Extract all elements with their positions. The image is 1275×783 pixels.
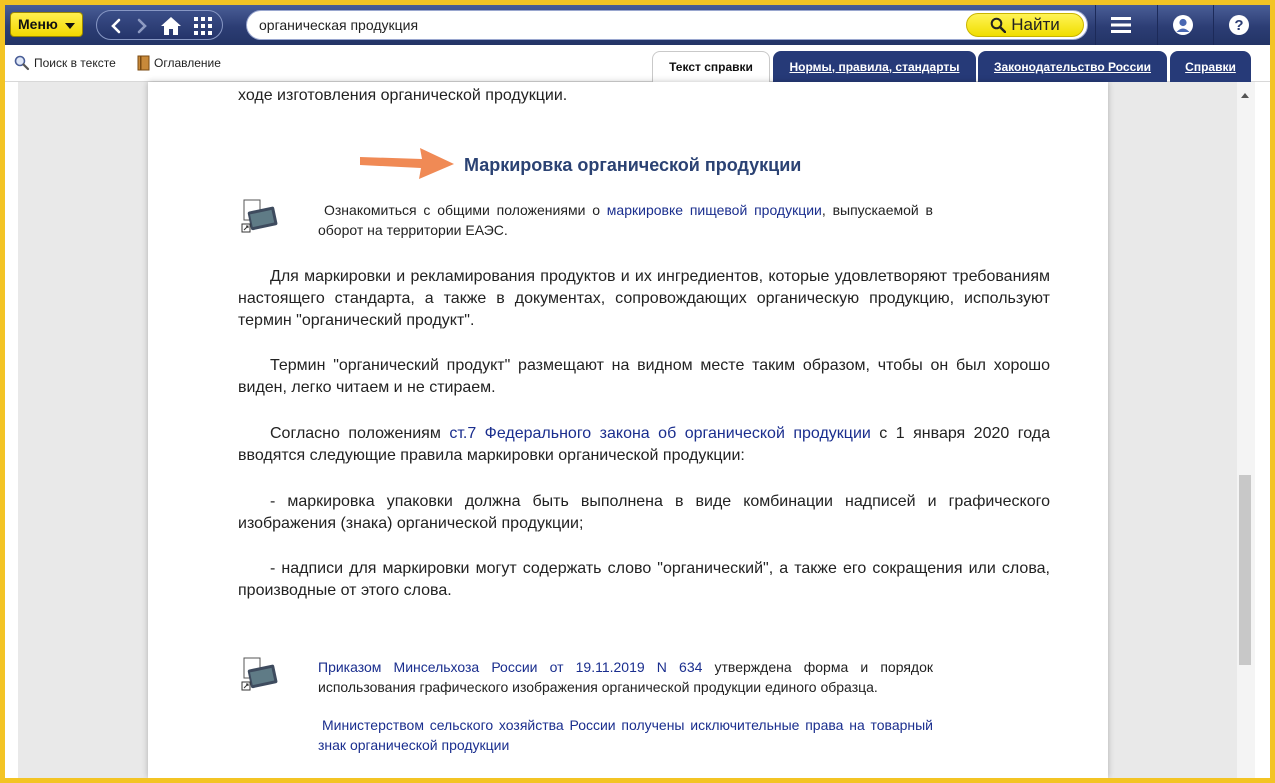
section-heading: Маркировка органической продукции [464, 155, 802, 175]
find-button[interactable] [966, 13, 1084, 37]
help-icon [1228, 14, 1250, 36]
search-input[interactable] [259, 15, 959, 35]
paragraph-labeling-term: Для маркировки и рекламирования продуктов и их ингредиентов, которые удовлетворяют требованиям настоящего стандарта, а также в документах, сопровождающих органическую продукцию, используют термин "органический продукт". [238, 268, 1050, 329]
search-in-text-label: Поиск в тексте [34, 56, 116, 70]
tab-label: Законодательство России [993, 59, 1152, 74]
back-button[interactable] [103, 13, 129, 38]
scroll-up-icon[interactable] [1241, 93, 1249, 98]
search-icon [990, 17, 1006, 33]
grid-icon [194, 17, 212, 35]
note-text: Ознакомиться с общими положениями о [324, 202, 607, 218]
chevron-left-icon [109, 18, 123, 34]
document-icon[interactable] [241, 199, 279, 235]
hamburger-icon [1111, 16, 1131, 34]
link-trademark-rights[interactable]: Министерством сельского хозяйства России получены исключительные права на товарный знак органической продукции [318, 717, 933, 753]
tab-references[interactable] [1170, 51, 1251, 82]
document-icon[interactable] [241, 657, 279, 693]
tab-label: Текст справки [669, 60, 753, 74]
book-icon [137, 55, 150, 71]
apps-button[interactable] [190, 13, 216, 38]
tab-label: Нормы, правила, стандарты [789, 59, 960, 74]
svg-text:?: ? [1233, 17, 1244, 34]
tab-norms-standards[interactable] [773, 51, 976, 82]
user-icon [1172, 14, 1194, 36]
note-text: утверждена форма и порядок использования графического изображения органической продукции единого образца. [318, 659, 933, 695]
home-icon [160, 16, 182, 36]
tab-help-text[interactable] [652, 51, 770, 82]
paragraph-bullet-inscriptions: - надписи для маркировки могут содержать слово "органический", а также его сокращения или слова, производные от этого слова. [238, 560, 1050, 599]
paragraph-top: ходе изготовления органической продукции. [238, 87, 568, 104]
link-federal-law-article-7[interactable]: ст.7 Федерального закона об органической продукции [449, 425, 871, 442]
paragraph-term-placement: Термин "органический продукт" размещают на видном месте таким образом, чтобы он был хорошо виден, легко читаем и не стираем. [238, 357, 1050, 396]
note-text: , выпускаемой в оборот на территории ЕАЭС. [318, 202, 933, 238]
app-window [5, 5, 1270, 778]
document-page [148, 82, 1108, 778]
help-button[interactable] [1213, 5, 1263, 45]
user-button[interactable] [1157, 5, 1207, 45]
top-toolbar [5, 5, 1270, 45]
hamburger-button[interactable] [1095, 5, 1145, 45]
note-trademark [318, 715, 933, 755]
forward-button[interactable] [129, 13, 155, 38]
navigation-group [96, 10, 223, 40]
menu-button[interactable] [10, 12, 83, 37]
paragraph-text: Согласно положениям [270, 425, 450, 442]
tab-russian-legislation[interactable] [978, 51, 1167, 82]
contents-button[interactable] [137, 55, 221, 71]
menu-label: Меню [18, 16, 58, 32]
vertical-scrollbar[interactable] [1237, 82, 1255, 778]
search-box [246, 10, 1088, 40]
scrollbar-thumb[interactable] [1239, 475, 1251, 665]
home-button[interactable] [158, 13, 184, 38]
note-general-labeling [318, 200, 933, 240]
caret-down-icon [65, 23, 75, 29]
link-ministry-order-634[interactable]: Приказом Минсельхоза России от 19.11.2019 N 634 [318, 659, 703, 675]
find-label: Найти [1011, 15, 1060, 34]
link-food-labeling[interactable]: маркировке пищевой продукции [606, 202, 822, 218]
paragraph-federal-law [238, 423, 1050, 467]
tab-label: Справки [1185, 59, 1236, 74]
contents-label: Оглавление [154, 56, 221, 70]
arrow-right-icon [358, 143, 458, 183]
search-in-text-button[interactable] [14, 55, 116, 71]
paragraph-bullet-packaging: - маркировка упаковки должна быть выполнена в виде комбинации надписей и графического изображения (знака) органической продукции; [238, 493, 1050, 532]
chevron-right-icon [135, 18, 149, 34]
magnifier-icon [14, 55, 30, 71]
paragraph-text: с 1 января 2020 года вводятся следующие правила маркировки органической продукции: [238, 425, 1051, 464]
note-ministry-order [318, 657, 933, 697]
